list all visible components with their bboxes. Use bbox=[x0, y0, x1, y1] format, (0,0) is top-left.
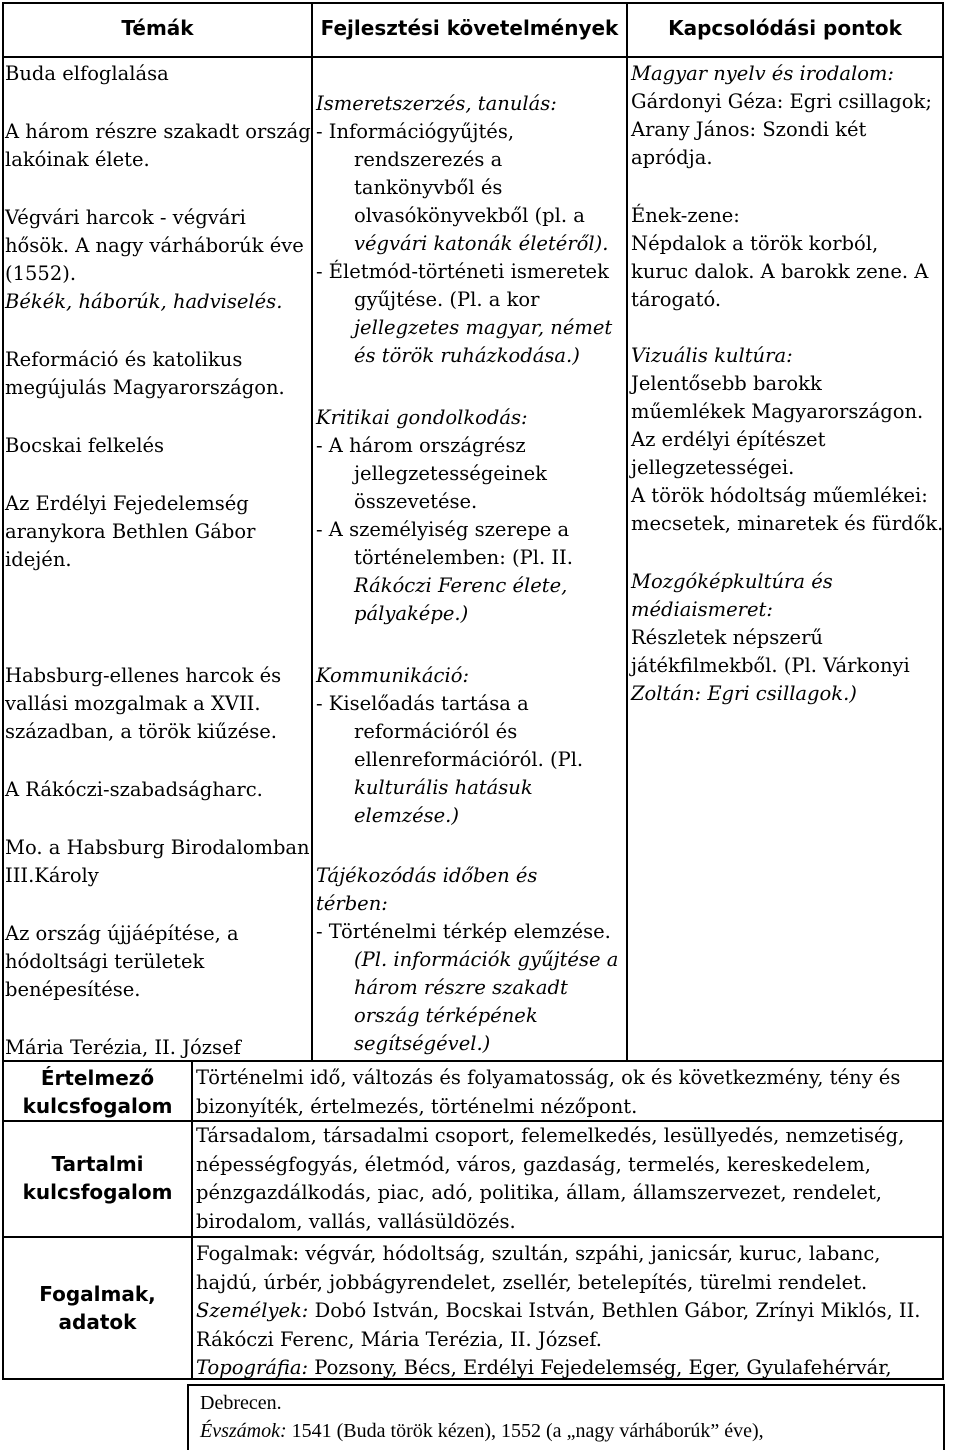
bottom-box-left bbox=[187, 1384, 189, 1450]
text-line: játékfilmekből. (Pl. Várkonyi bbox=[631, 654, 910, 677]
bottom-box-top bbox=[187, 1384, 945, 1386]
text-line: - A személyiség szerepe a bbox=[316, 518, 570, 541]
text-line: médiaismeret: bbox=[631, 598, 773, 621]
text-line: elemzése.) bbox=[354, 804, 459, 827]
years-label: Évszámok: bbox=[200, 1420, 287, 1442]
concept-values: végvár, hódoltság, szultán, szpáhi, janicsár, kuruc, labanc, bbox=[305, 1242, 881, 1265]
label-interpretive-concept: Értelmező kulcsfogalom bbox=[22, 1066, 173, 1118]
text-line: Habsburg-ellenes harcok és bbox=[5, 664, 282, 687]
concept-line bbox=[196, 1269, 867, 1298]
label-col-divider bbox=[191, 1060, 193, 1380]
text-line: Mozgóképkultúra és bbox=[631, 570, 833, 593]
text-line: ellenreformációról. (Pl. bbox=[354, 748, 584, 771]
text-line: - Információgyűjtés, bbox=[316, 120, 515, 143]
text-line: Mo. a Habsburg Birodalomban bbox=[5, 836, 310, 859]
concept-line bbox=[196, 1240, 881, 1269]
content-bottom bbox=[2, 1236, 944, 1238]
bottom-box-line1: Debrecen. bbox=[200, 1392, 282, 1414]
text-line: ország térképének bbox=[354, 1004, 538, 1027]
text-line: Jelentősebb barokk bbox=[631, 372, 822, 395]
text-line: (1552). bbox=[5, 262, 77, 285]
text-line: Zoltán: Egri csillagok.) bbox=[631, 682, 857, 705]
text-line: Kommunikáció: bbox=[316, 664, 470, 687]
text-line: népességfogyás, életmód, város, gazdaság, termelés, kereskedelem, bbox=[196, 1152, 871, 1176]
text-line: aranykora Bethlen Gábor bbox=[5, 520, 256, 543]
text-line: jellegzetességei. bbox=[631, 456, 795, 479]
text-line: Reformáció és katolikus bbox=[5, 348, 243, 371]
text-line: jellegzetes magyar, német bbox=[354, 316, 613, 339]
text-line: térben: bbox=[316, 892, 388, 915]
text-line: Az Erdélyi Fejedelemség bbox=[5, 492, 249, 515]
text-line: három részre szakadt bbox=[354, 976, 568, 999]
text-line: idején. bbox=[5, 548, 72, 571]
text-line: Ismeretszerzés, tanulás: bbox=[316, 92, 557, 115]
concept-line bbox=[196, 1326, 602, 1355]
header-themes: Témák bbox=[121, 16, 194, 40]
concept-prefix: Fogalmak: bbox=[196, 1242, 306, 1265]
text-line: műemlékek Magyarországon. bbox=[631, 400, 924, 423]
text-line: gyűjtése. (Pl. a kor bbox=[354, 288, 540, 311]
years-text: 1541 (Buda török kézen), 1552 (a „nagy várháborúk” éve), bbox=[286, 1420, 764, 1442]
text-line: - Életmód-történeti ismeretek bbox=[316, 260, 609, 283]
text-line: segítségével.) bbox=[354, 1032, 491, 1055]
text-line: rendszerezés a bbox=[354, 148, 503, 171]
text-line: Ének-zene: bbox=[631, 204, 740, 227]
text-line: tankönyvből és bbox=[354, 176, 503, 199]
text-line: reformációról és bbox=[354, 720, 518, 743]
concept-values: Dobó István, Bocskai István, Bethlen Gábor, Zrínyi Miklós, II. bbox=[314, 1299, 921, 1322]
text-line: hódoltsági területek bbox=[5, 950, 205, 973]
text-line: összevetése. bbox=[354, 490, 478, 513]
text-line: olvasókönyvekből (pl. a bbox=[354, 204, 585, 227]
text-line: hősök. A nagy várháborúk éve bbox=[5, 234, 304, 257]
bottom-box-line2 bbox=[200, 1417, 764, 1446]
text-line: A három részre szakadt ország bbox=[5, 120, 311, 143]
text-line: Gárdonyi Géza: Egri csillagok; bbox=[631, 90, 932, 113]
concept-values: Rákóczi Ferenc, Mária Terézia, II. József. bbox=[196, 1327, 602, 1351]
text-line: Békék, háborúk, hadviselés. bbox=[5, 290, 283, 313]
text-line: jellegzetességeinek bbox=[354, 462, 548, 485]
header-bottom-line bbox=[2, 56, 944, 58]
text-line: Vizuális kultúra: bbox=[631, 344, 793, 367]
table-border-top bbox=[2, 2, 944, 4]
text-line: - A három országrész bbox=[316, 434, 526, 457]
text-line: III.Károly bbox=[5, 864, 99, 887]
text-line: pályaképe.) bbox=[354, 602, 469, 625]
concept-values: hajdú, úrbér, jobbágyrendelet, zsellér, betelepítés, türelmi rendelet. bbox=[196, 1270, 868, 1294]
text-line: lakóinak élete. bbox=[5, 148, 150, 171]
concept-prefix: Topográfia: bbox=[196, 1356, 315, 1379]
label-content-concept: Tartalmi kulcsfogalom bbox=[22, 1152, 173, 1204]
text-line: Társadalom, társadalmi csoport, felemelkedés, lesüllyedés, nemzetiség, bbox=[196, 1124, 905, 1147]
label-concepts-data: Fogalmak, adatok bbox=[39, 1282, 156, 1334]
text-line: Rákóczi Ferenc élete, bbox=[354, 574, 568, 597]
text-line: benépesítése. bbox=[5, 978, 141, 1001]
text-line: Az ország újjáépítése, a bbox=[5, 922, 239, 945]
col1-divider bbox=[311, 2, 313, 1062]
header-requirements: Fejlesztési követelmények bbox=[320, 16, 619, 40]
text-line: Népdalok a török korból, bbox=[631, 232, 879, 255]
text-line: Az erdélyi építészet bbox=[631, 428, 826, 451]
text-line: A Rákóczi-szabadságharc. bbox=[5, 778, 263, 801]
concept-prefix: Személyek: bbox=[196, 1299, 315, 1322]
text-line: Történelmi idő, változás és folyamatosság, ok és következmény, tény és bbox=[196, 1066, 901, 1089]
text-line: mecsetek, minaretek és fürdők. bbox=[631, 512, 944, 535]
text-line: (Pl. információk gyűjtése a bbox=[354, 948, 619, 971]
concept-values: Pozsony, Bécs, Erdélyi Fejedelemség, Eger, Gyulafehérvár, bbox=[314, 1356, 892, 1379]
text-line: - Kiselőadás tartása a bbox=[316, 692, 529, 715]
text-line: Mária Terézia, II. József bbox=[5, 1036, 241, 1059]
text-line: kuruc dalok. A barokk zene. A bbox=[631, 260, 929, 283]
text-line: Buda elfoglalása bbox=[5, 62, 169, 85]
text-line: A török hódoltság műemlékei: bbox=[631, 484, 928, 507]
text-line: Részletek népszerű bbox=[631, 626, 823, 649]
text-line: megújulás Magyarországon. bbox=[5, 376, 285, 399]
text-line: Magyar nyelv és irodalom: bbox=[631, 62, 894, 85]
text-line: pénzgazdálkodás, piac, adó, politika, állam, államszervezet, rendelet, bbox=[196, 1181, 882, 1204]
text-line: tárogató. bbox=[631, 288, 722, 311]
table-border-right bbox=[942, 2, 944, 1380]
text-line: Arany János: Szondi két bbox=[631, 118, 867, 141]
text-line: vallási mozgalmak a XVII. bbox=[5, 692, 261, 715]
text-line: apródja. bbox=[631, 146, 713, 169]
text-line: bizonyíték, értelmezés, történelmi nézőpont. bbox=[196, 1094, 638, 1118]
concept-line bbox=[196, 1297, 920, 1326]
text-line: Végvári harcok - végvári bbox=[5, 206, 246, 229]
text-line: és török ruházkodása.) bbox=[354, 344, 580, 367]
bottom-box-right bbox=[943, 1384, 945, 1450]
text-line: kulturális hatásuk bbox=[354, 776, 533, 799]
text-line: végvári katonák életéről). bbox=[354, 232, 609, 255]
concept-line bbox=[196, 1354, 892, 1383]
text-line: - Történelmi térkép elemzése. bbox=[316, 920, 611, 943]
header-connections: Kapcsolódási pontok bbox=[668, 16, 902, 40]
text-line: Kritikai gondolkodás: bbox=[316, 406, 528, 429]
text-line: birodalom, vallás, vallásüldözés. bbox=[196, 1209, 516, 1233]
col2-divider bbox=[626, 2, 628, 1062]
text-line: században, a török kiűzése. bbox=[5, 720, 278, 743]
text-line: Bocskai felkelés bbox=[5, 434, 165, 457]
text-line: Tájékozódás időben és bbox=[316, 864, 538, 887]
text-line: történelemben: (Pl. II. bbox=[354, 546, 573, 569]
